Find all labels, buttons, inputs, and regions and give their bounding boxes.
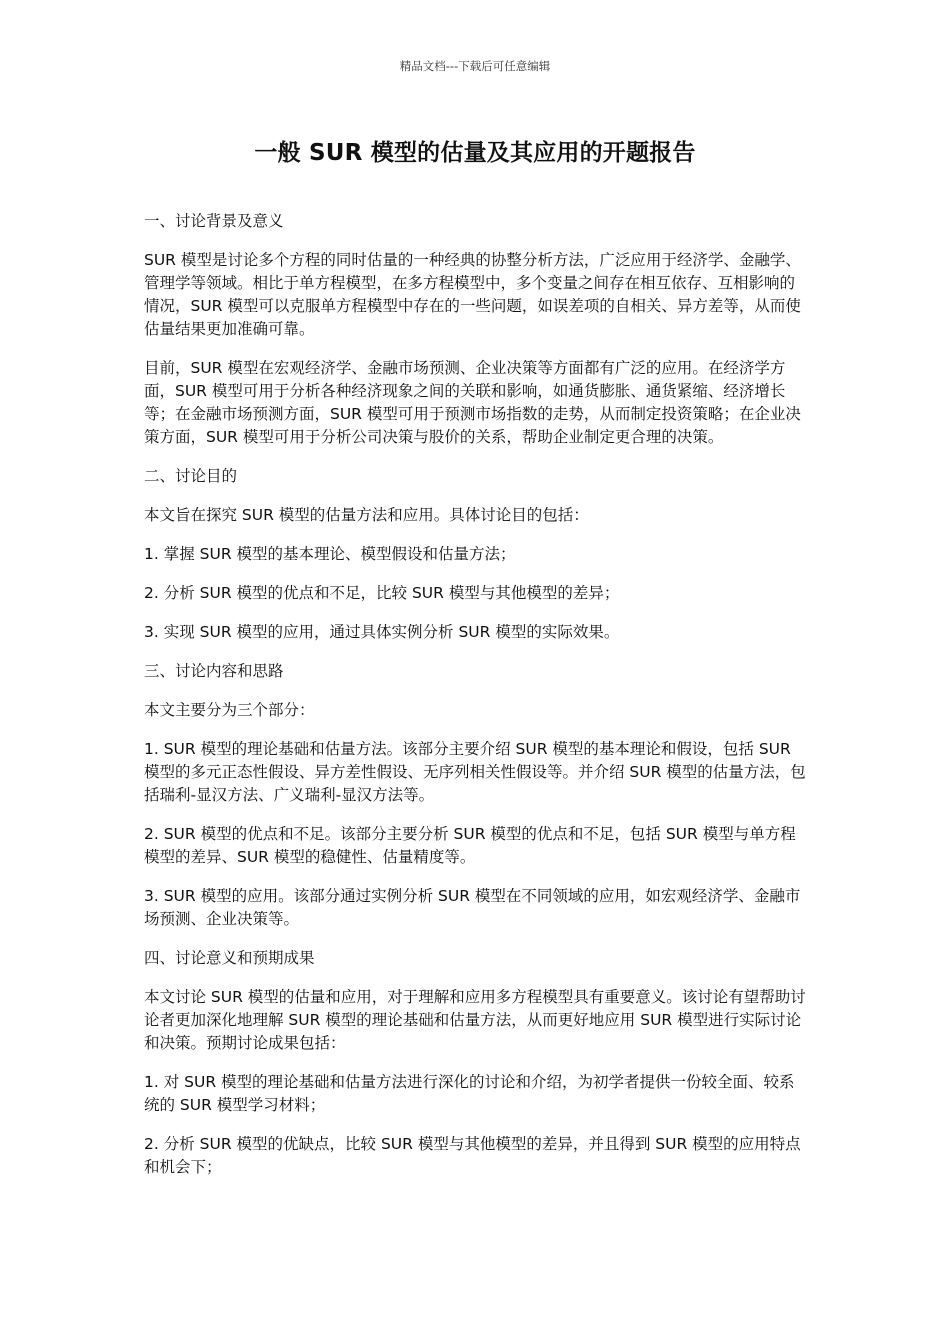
section-heading-purpose: 二、讨论目的: [144, 467, 238, 485]
paragraph: SUR 模型是讨论多个方程的同时估量的一种经典的协整分析方法，广泛应用于经济学、金融学、管理学等领域。相比于单方程模型，在多方程模型中，多个变量之间存在相互依存、互相影响的情况，SUR 模型可以克服单方程模型中存在的一些问题，如误差项的自相关、异方差等，从而使估量结果更加准确可靠。: [144, 251, 801, 338]
document-title: 一般 SUR 模型的估量及其应用的开题报告: [254, 140, 696, 166]
header-note: 精品文档---下载后可任意编辑: [399, 59, 551, 73]
section-heading-background: 一、讨论背景及意义: [144, 212, 284, 230]
list-item: 2. 分析 SUR 模型的优缺点，比较 SUR 模型与其他模型的差异，并且得到 SUR 模型的应用特点和机会下；: [144, 1135, 801, 1176]
list-item: 2. SUR 模型的优点和不足。该部分主要分析 SUR 模型的优点和不足，包括 SUR 模型与单方程模型的差异、SUR 模型的稳健性、估量精度等。: [144, 825, 796, 866]
list-item: 1. SUR 模型的理论基础和估量方法。该部分主要介绍 SUR 模型的基本理论和假设，包括 SUR 模型的多元正态性假设、异方差性假设、无序列相关性假设等。并介绍 SUR 模型的估量方法，包括瑞利-显汉方法、广义瑞利-显汉方法等。: [144, 740, 806, 804]
section-heading-significance: 四、讨论意义和预期成果: [144, 949, 315, 967]
paragraph: 本文主要分为三个部分：: [144, 701, 315, 719]
list-item: 3. SUR 模型的应用。该部分通过实例分析 SUR 模型在不同领域的应用，如宏观经济学、金融市场预测、企业决策等。: [144, 887, 801, 928]
list-item: 2. 分析 SUR 模型的优点和不足，比较 SUR 模型与其他模型的差异；: [144, 584, 620, 602]
list-item: 1. 对 SUR 模型的理论基础和估量方法进行深化的讨论和介绍，为初学者提供一份较全面、较系统的 SUR 模型学习材料；: [144, 1073, 795, 1114]
document-body: [144, 210, 810, 1195]
paragraph: 本文旨在探究 SUR 模型的估量方法和应用。具体讨论目的包括：: [144, 506, 589, 524]
paragraph: 目前，SUR 模型在宏观经济学、金融市场预测、企业决策等方面都有广泛的应用。在经济学方面，SUR 模型可用于分析各种经济现象之间的关联和影响，如通货膨胀、通货紧缩、经济增长等；在金融市场预测方面，SUR 模型可用于预测市场指数的走势，从而制定投资策略；在企业决策方面，SUR 模型可用于分析公司决策与股价的关系，帮助企业制定更合理的决策。: [144, 359, 801, 446]
list-item: 3. 实现 SUR 模型的应用，通过具体实例分析 SUR 模型的实际效果。: [144, 623, 620, 641]
list-item: 1. 掌握 SUR 模型的基本理论、模型假设和估量方法；: [144, 545, 516, 563]
paragraph: 本文讨论 SUR 模型的估量和应用，对于理解和应用多方程模型具有重要意义。该讨论有望帮助讨论者更加深化地理解 SUR 模型的理论基础和估量方法，从而更好地应用 SUR 模型进行实际讨论和决策。预期讨论成果包括：: [144, 988, 806, 1052]
section-heading-content: 三、讨论内容和思路: [144, 662, 284, 680]
